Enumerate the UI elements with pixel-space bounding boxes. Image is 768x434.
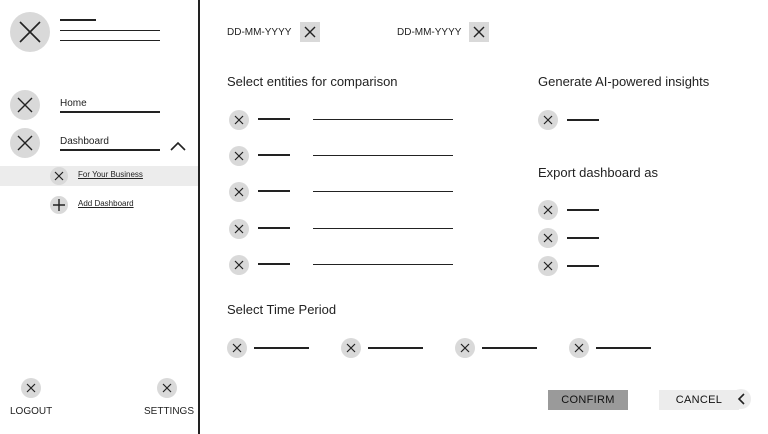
option-label-line xyxy=(368,347,423,349)
app-title-line xyxy=(60,19,96,21)
clear-date-icon[interactable] xyxy=(469,22,489,42)
option-checkbox-icon xyxy=(538,110,558,130)
chevron-left-icon[interactable] xyxy=(731,389,751,409)
date-placeholder: DD-MM-YYYY xyxy=(397,27,462,38)
confirm-button[interactable]: CONFIRM xyxy=(548,390,628,410)
logout-label: LOGOUT xyxy=(10,406,53,417)
compare-entity-option[interactable] xyxy=(229,110,469,130)
logout-button[interactable] xyxy=(8,378,54,422)
option-checkbox-icon xyxy=(569,338,589,358)
subnav-item-label: For Your Business xyxy=(78,170,143,179)
option-value-line xyxy=(313,264,453,265)
export-section-title: Export dashboard as xyxy=(538,165,658,180)
option-label-line xyxy=(567,237,599,239)
export-format-option[interactable] xyxy=(538,200,768,220)
insights-option[interactable] xyxy=(538,110,608,130)
option-checkbox-icon xyxy=(538,200,558,220)
option-checkbox-icon xyxy=(227,338,247,358)
settings-label: SETTINGS xyxy=(144,406,195,417)
option-value-line xyxy=(313,155,453,156)
option-label-line xyxy=(254,347,309,349)
compare-entity-option[interactable] xyxy=(229,255,469,275)
home-icon xyxy=(10,90,40,120)
compare-entity-option[interactable] xyxy=(229,182,469,202)
compare-entity-option[interactable] xyxy=(229,219,469,239)
option-checkbox-icon xyxy=(229,255,249,275)
settings-icon xyxy=(157,378,177,398)
time-period-option[interactable] xyxy=(569,338,768,358)
option-label-line xyxy=(258,263,290,265)
option-value-line xyxy=(313,191,453,192)
sidebar-item-dashboard[interactable] xyxy=(10,128,190,160)
option-label-line xyxy=(567,265,599,267)
option-checkbox-icon xyxy=(341,338,361,358)
underline xyxy=(60,111,160,113)
option-checkbox-icon xyxy=(538,228,558,248)
export-format-option[interactable] xyxy=(538,228,768,248)
option-checkbox-icon xyxy=(455,338,475,358)
option-checkbox-icon xyxy=(229,146,249,166)
option-value-line xyxy=(313,228,453,229)
compare-section-title: Select entities for comparison xyxy=(227,74,398,89)
settings-button[interactable] xyxy=(142,378,195,422)
option-checkbox-icon xyxy=(538,256,558,276)
clear-date-icon[interactable] xyxy=(300,22,320,42)
dashboard-icon xyxy=(10,128,40,158)
subnav-item-for-your-business[interactable] xyxy=(0,166,198,186)
subnav-item-add-dashboard[interactable] xyxy=(0,195,198,215)
option-label-line xyxy=(258,190,290,192)
sidebar-item-label: Dashboard xyxy=(60,136,109,147)
cancel-button[interactable]: CANCEL xyxy=(659,390,739,410)
sidebar-item-home[interactable] xyxy=(10,90,160,122)
date-filter-end[interactable] xyxy=(397,22,497,44)
app-subtitle-line-2 xyxy=(60,40,160,41)
option-label-line xyxy=(482,347,537,349)
option-label-line xyxy=(567,209,599,211)
sidebar-divider xyxy=(198,0,200,434)
underline xyxy=(60,149,160,151)
business-icon xyxy=(50,167,68,185)
export-format-option[interactable] xyxy=(538,256,768,276)
option-label-line xyxy=(258,118,290,120)
app-subtitle-line xyxy=(60,30,160,31)
date-filter-start[interactable] xyxy=(227,22,327,44)
option-value-line xyxy=(313,119,453,120)
date-placeholder: DD-MM-YYYY xyxy=(227,27,292,38)
option-label-line xyxy=(258,227,290,229)
time-section-title: Select Time Period xyxy=(227,302,337,317)
option-label-line xyxy=(258,154,290,156)
sidebar-item-label: Home xyxy=(60,98,87,109)
option-checkbox-icon xyxy=(229,182,249,202)
option-checkbox-icon xyxy=(229,110,249,130)
option-checkbox-icon xyxy=(229,219,249,239)
logout-icon xyxy=(21,378,41,398)
insights-section-title: Generate AI-powered insights xyxy=(538,74,710,89)
plus-icon xyxy=(50,196,68,214)
logo-placeholder-icon xyxy=(10,12,50,52)
option-label-line xyxy=(596,347,651,349)
sidebar xyxy=(0,0,198,434)
chevron-up-icon[interactable] xyxy=(170,138,186,156)
option-label-line xyxy=(567,119,599,121)
subnav-item-label: Add Dashboard xyxy=(78,199,134,208)
compare-entity-option[interactable] xyxy=(229,146,469,166)
